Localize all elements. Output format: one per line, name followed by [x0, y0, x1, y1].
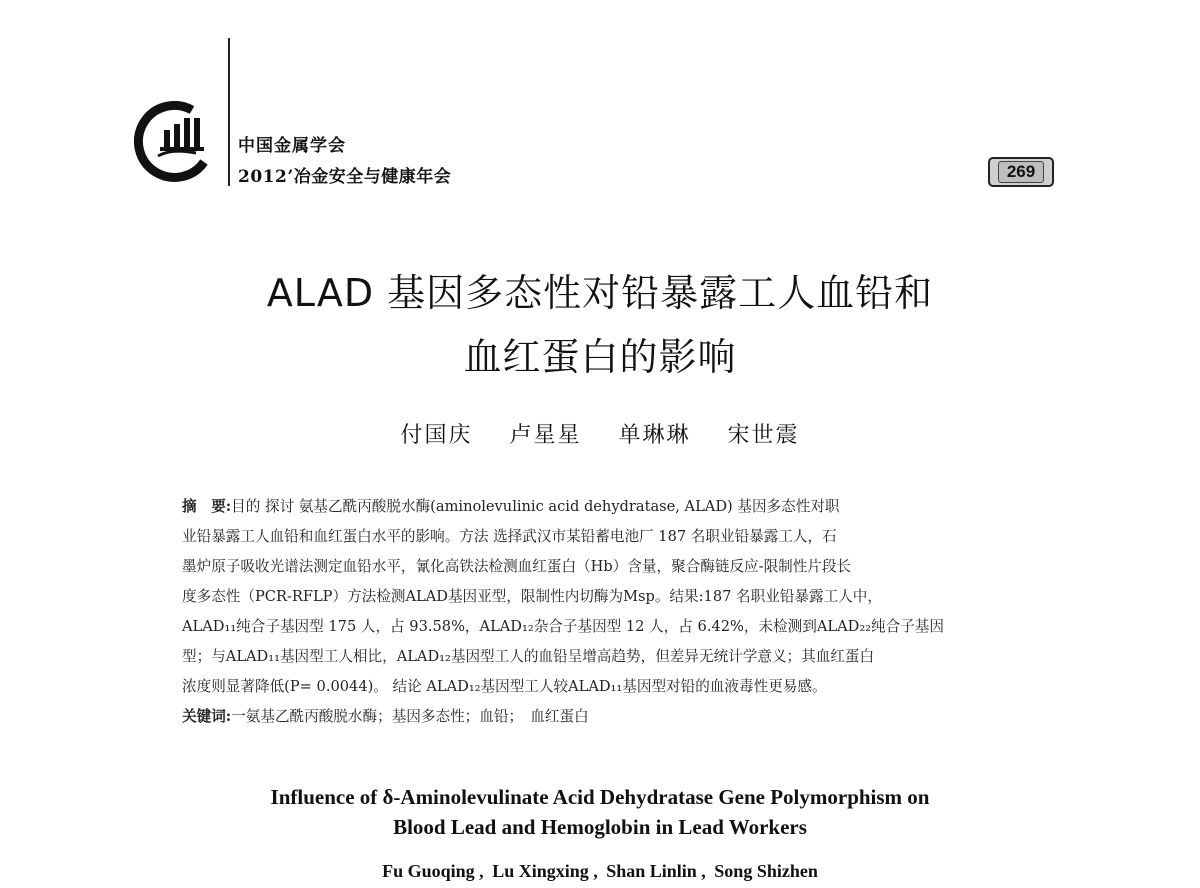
- author-en: Song Shizhen: [714, 861, 818, 881]
- page-number-badge: [988, 157, 1054, 187]
- title-cn-line2: 血红蛋白的影响: [463, 335, 737, 379]
- abstract: [182, 492, 1024, 732]
- authors-cn: [0, 418, 1200, 449]
- author-cn: 付国庆: [400, 423, 473, 448]
- society-logo-icon: [134, 100, 216, 182]
- title-en-line1: Influence of δ-Aminolevulinate Acid Dehydratase Gene Polymorphism on: [270, 785, 930, 809]
- abstract-line: 墨炉原子吸收光谱法测定血铅水平，氰化高铁法检测血红蛋白（Hb）含量，聚合酶链反应-限制性片段长: [182, 558, 852, 575]
- title-en-line2: Blood Lead and Hemoglobin in Lead Workers: [393, 815, 807, 839]
- author-en: Lu Xingxing ,: [492, 861, 598, 881]
- abstract-line: ALAD₁₁纯合子基因型 175 人，占 93.58%，ALAD₁₂杂合子基因型 12 人，占 6.42%，未检测到ALAD₂₂纯合子基因: [182, 618, 944, 635]
- abstract-line: [182, 492, 1024, 522]
- conference-name: 2012’冶金安全与健康年会: [238, 167, 452, 187]
- keywords-label: 关键词:: [182, 708, 232, 725]
- abstract-line: 业铅暴露工人血铅和血红蛋白水平的影响。方法 选择武汉市某铅蓄电池厂 187 名职业铅暴露工人，石: [182, 528, 837, 545]
- author-cn: 宋世震: [727, 423, 800, 448]
- abstract-line: 浓度则显著降低(P= 0.0044)。 结论 ALAD₁₂基因型工人较ALAD₁₁基因型对铅的血液毒性更易感。: [182, 678, 827, 695]
- page-number: 269: [998, 161, 1044, 183]
- authors-en: [0, 861, 1200, 882]
- header-divider: [228, 38, 230, 186]
- society-logo: [134, 100, 216, 182]
- author-cn: 单琳琳: [618, 423, 691, 448]
- author-cn: 卢星星: [509, 423, 582, 448]
- title-cn-line1: ALAD 基因多态性对铅暴露工人血铅和: [266, 271, 934, 315]
- keywords-line: [182, 702, 1024, 732]
- abstract-text: 目的 探讨 氨基乙酰丙酸脱水酶(aminolevulinic acid dehydratase, ALAD) 基因多态性对职: [231, 498, 840, 515]
- keywords: 一氨基乙酰丙酸脱水酶；基因多态性；血铅； 血红蛋白: [231, 708, 589, 725]
- author-en: Fu Guoqing ,: [382, 861, 484, 881]
- abstract-line: 型；与ALAD₁₁基因型工人相比，ALAD₁₂基因型工人的血铅呈增高趋势，但差异无统计学意义；其血红蛋白: [182, 648, 875, 665]
- org-name: 中国金属学会: [238, 136, 346, 156]
- abstract-line: 度多态性（PCR-RFLP）方法检测ALAD基因亚型，限制性内切酶为Msp。结果:187 名职业铅暴露工人中，: [182, 588, 882, 605]
- author-en: Shan Linlin ,: [606, 861, 706, 881]
- abstract-label: 摘 要:: [182, 498, 232, 515]
